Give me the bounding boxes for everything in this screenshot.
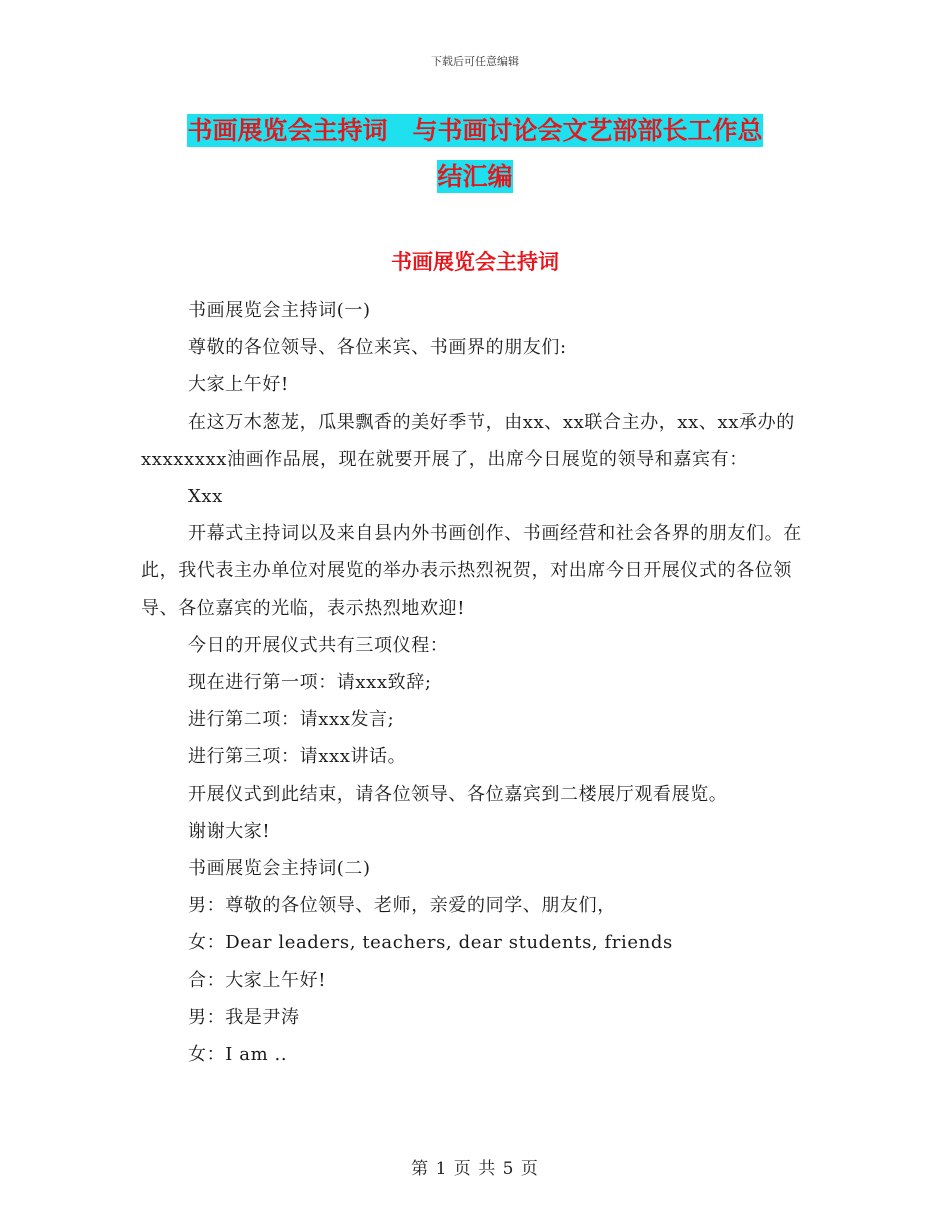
paragraph: 进行第三项：请xxx讲话。 bbox=[188, 746, 407, 768]
section-heading: 书画展览会主持词 bbox=[391, 250, 559, 274]
paragraph: 女：I am .. bbox=[188, 1044, 288, 1066]
page-header-note: 下载后可任意编辑 bbox=[431, 55, 519, 68]
paragraph: 开幕式主持词以及来自县内外书画创作、书画经营和社会各界的朋友们。在此，我代表主办单位对展览的举办表示热烈祝贺，对出席今日开展仪式的各位领导、各位嘉宾的光临，表示热烈地欢迎! bbox=[141, 523, 802, 619]
paragraph: 谢谢大家! bbox=[188, 820, 271, 842]
page-number: 第 1 页 共 5 页 bbox=[411, 1159, 539, 1179]
paragraph: Xxx bbox=[188, 486, 223, 508]
paragraph: 大家上午好! bbox=[188, 374, 289, 396]
paragraph: 今日的开展仪式共有三项仪程： bbox=[188, 634, 449, 656]
paragraph: 书画展览会主持词(二) bbox=[188, 858, 371, 880]
document-title-line2: 结汇编 bbox=[437, 162, 513, 191]
paragraph: 尊敬的各位领导、各位来宾、书画界的朋友们: bbox=[188, 337, 567, 359]
paragraph: 书画展览会主持词(一) bbox=[188, 300, 371, 321]
paragraph: 合：大家上午好! bbox=[188, 969, 327, 991]
paragraph: 男：尊敬的各位领导、老师，亲爱的同学、朋友们， bbox=[188, 895, 616, 917]
document-body bbox=[141, 292, 821, 1073]
paragraph: 现在进行第一项：请xxx致辞; bbox=[188, 672, 432, 694]
document-title bbox=[0, 108, 950, 200]
paragraph: 男：我是尹涛 bbox=[188, 1006, 300, 1028]
document-title-line1: 书画展览会主持词 与书画讨论会文艺部部长工作总 bbox=[187, 116, 763, 145]
paragraph: 开展仪式到此结束，请各位领导、各位嘉宾到二楼展厅观看展览。 bbox=[188, 783, 728, 805]
paragraph: 进行第二项：请xxx发言; bbox=[188, 709, 395, 731]
paragraph: 女：Dear leaders, teachers, dear students, friends bbox=[188, 932, 673, 954]
paragraph: 在这万木葱茏，瓜果飘香的美好季节，由xx、xx联合主办，xx、xx承办的xxxxxxxx油画作品展，现在就要开展了，出席今日展览的领导和嘉宾有： bbox=[141, 411, 795, 470]
